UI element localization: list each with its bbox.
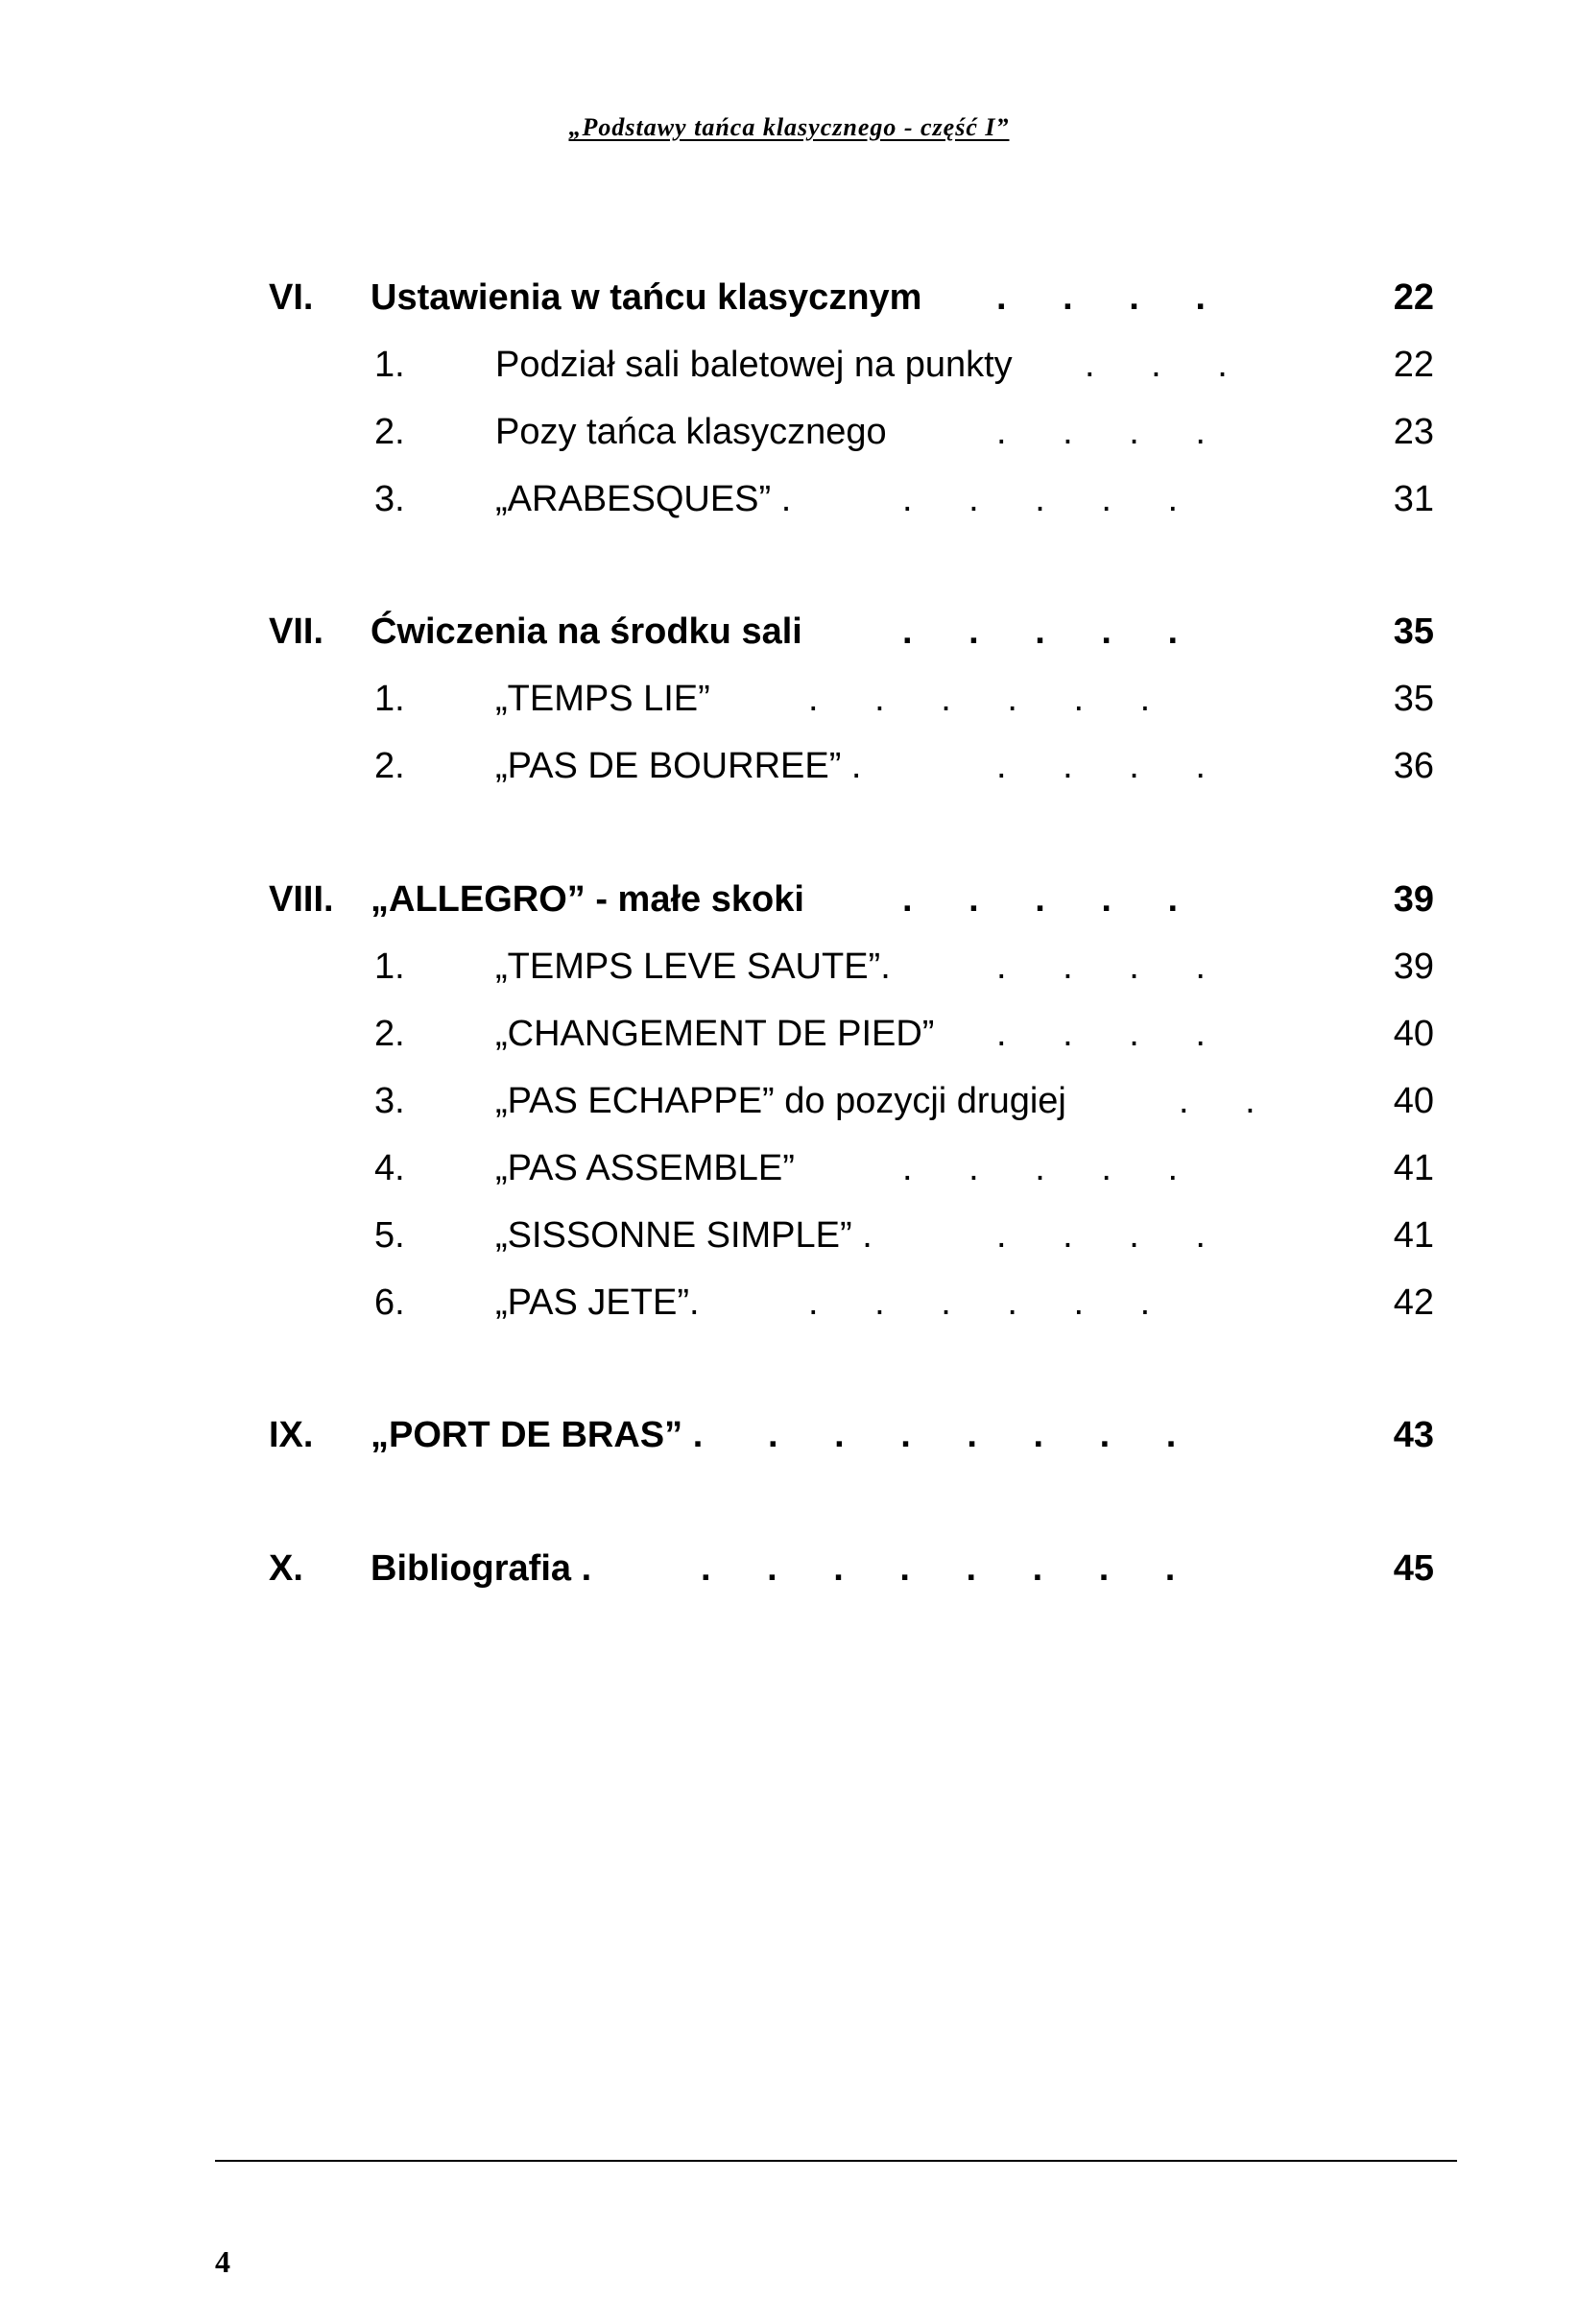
item-title: Pozy tańca klasycznego — [495, 412, 887, 452]
toc-item — [0, 1144, 1578, 1192]
item-number: 2. — [374, 412, 405, 452]
item-page: 35 — [1393, 679, 1434, 719]
footer-rule — [215, 2160, 1457, 2162]
item-number: 4. — [374, 1148, 405, 1188]
item-number: 6. — [374, 1282, 405, 1323]
section-page: 39 — [1393, 879, 1434, 920]
section-title: Ustawienia w tańcu klasycznym — [371, 277, 922, 318]
section-title: Ćwiczenia na środku sali — [371, 611, 802, 652]
section-title: „ALLEGRO” - małe skoki — [371, 879, 804, 920]
item-title: Podział sali baletowej na punkty — [495, 345, 1013, 385]
toc-section-vii — [0, 608, 1578, 656]
section-page: 35 — [1393, 611, 1434, 652]
item-number: 5. — [374, 1215, 405, 1256]
item-title: „TEMPS LEVE SAUTE”. — [495, 946, 891, 987]
item-page: 39 — [1393, 946, 1434, 987]
dot-leaders: . . . . — [996, 412, 1206, 452]
item-page: 36 — [1393, 746, 1434, 786]
dot-leaders: . . . . . . — [808, 1282, 1151, 1323]
item-title: „PAS DE BOURREE” . — [495, 746, 862, 786]
toc-item — [0, 341, 1578, 389]
toc-item — [0, 1010, 1578, 1058]
dot-leaders: . . . . — [996, 1215, 1206, 1256]
item-number: 1. — [374, 345, 405, 385]
item-number: 1. — [374, 946, 405, 987]
toc-section-vi — [0, 274, 1578, 322]
dot-leaders: . . . — [1085, 345, 1228, 385]
item-page: 22 — [1393, 345, 1434, 385]
toc-item — [0, 742, 1578, 790]
dot-leaders: . . . . . . . . — [701, 1548, 1176, 1589]
item-number: 3. — [374, 1081, 405, 1121]
item-page: 40 — [1393, 1081, 1434, 1121]
item-number: 1. — [374, 679, 405, 719]
item-page: 23 — [1393, 412, 1434, 452]
section-title: „PORT DE BRAS” . — [371, 1415, 704, 1455]
dot-leaders: . . . . . . . — [768, 1415, 1177, 1455]
page-number: 4 — [215, 2244, 230, 2279]
toc-section-viii — [0, 875, 1578, 923]
dot-leaders: . . . . . — [902, 1148, 1179, 1188]
toc-item — [0, 475, 1578, 523]
section-page: 43 — [1393, 1415, 1434, 1455]
section-number: VI. — [269, 277, 314, 318]
item-page: 42 — [1393, 1282, 1434, 1323]
item-title: „PAS ASSEMBLE” — [495, 1148, 795, 1188]
item-number: 3. — [374, 479, 405, 519]
dot-leaders: . . . . — [996, 1014, 1206, 1054]
dot-leaders: . . . . . — [902, 479, 1179, 519]
section-page: 45 — [1393, 1548, 1434, 1589]
dot-leaders: . . . . . — [902, 611, 1179, 652]
item-title: „PAS JETE”. — [495, 1282, 700, 1323]
section-page: 22 — [1393, 277, 1434, 318]
toc-item — [0, 1211, 1578, 1259]
section-number: VIII. — [269, 879, 334, 920]
section-title: Bibliografia . — [371, 1548, 592, 1589]
item-title: „PAS ECHAPPE” do pozycji drugiej — [495, 1081, 1066, 1121]
dot-leaders: . . . . . — [902, 879, 1179, 920]
dot-leaders: . . — [1179, 1081, 1255, 1121]
section-number: VII. — [269, 611, 324, 652]
item-page: 40 — [1393, 1014, 1434, 1054]
toc-item — [0, 408, 1578, 456]
toc-item — [0, 1279, 1578, 1327]
section-number: IX. — [269, 1415, 314, 1455]
item-title: „SISSONNE SIMPLE” . — [495, 1215, 873, 1256]
item-title: „CHANGEMENT DE PIED” — [495, 1014, 935, 1054]
toc-section-x — [0, 1545, 1578, 1593]
item-number: 2. — [374, 1014, 405, 1054]
item-title: „ARABESQUES” . — [495, 479, 792, 519]
dot-leaders: . . . . . . — [808, 679, 1151, 719]
item-page: 31 — [1393, 479, 1434, 519]
dot-leaders: . . . . — [996, 277, 1206, 318]
dot-leaders: . . . . — [996, 746, 1206, 786]
toc-item — [0, 675, 1578, 723]
item-title: „TEMPS LIE” — [495, 679, 710, 719]
toc-section-ix — [0, 1411, 1578, 1459]
toc-item — [0, 1077, 1578, 1125]
dot-leaders: . . . . — [996, 946, 1206, 987]
item-page: 41 — [1393, 1215, 1434, 1256]
running-header: „Podstawy tańca klasycznego - część I” — [568, 113, 1010, 141]
section-number: X. — [269, 1548, 303, 1589]
toc-item — [0, 943, 1578, 991]
item-page: 41 — [1393, 1148, 1434, 1188]
item-number: 2. — [374, 746, 405, 786]
